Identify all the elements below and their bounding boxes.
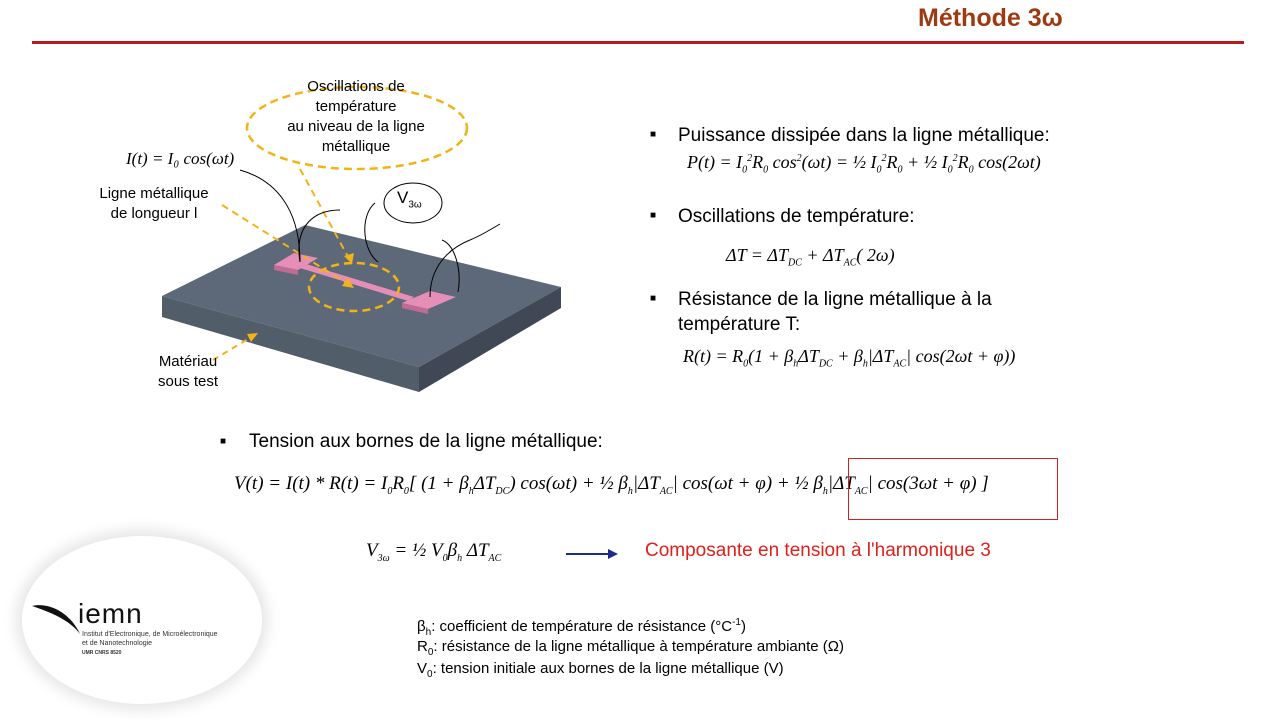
note-v0-text: : tension initiale aux bornes de la ligne métallique (V) <box>432 660 784 677</box>
substrate-top <box>162 225 561 367</box>
bullet-marker-resistance: ■ <box>650 293 657 304</box>
bullet-tension: Tension aux bornes de la ligne métallique: <box>249 431 603 452</box>
note-beta-sub: h <box>425 627 432 638</box>
note-beta-end: ) <box>740 618 746 635</box>
note-r0-text: : résistance de la ligne métallique à température ambiante (Ω) <box>433 638 844 655</box>
material-label-line-2: sous test <box>157 373 219 390</box>
logo-name: iemn <box>78 598 143 629</box>
osc-label-line-3: au niveau de la ligne <box>287 118 425 135</box>
note-beta-text: : coefficient de température de résistance (°C <box>431 618 733 635</box>
bullet-resistance <box>678 287 992 337</box>
v3w-label <box>397 188 422 210</box>
osc-label-line-2: température <box>315 98 397 115</box>
bullet-marker-tension: ■ <box>220 436 227 447</box>
bullet-marker-power: ■ <box>650 129 657 140</box>
material-label <box>142 352 234 392</box>
note-v0-sub: 0 <box>427 669 433 680</box>
arrow-right-icon <box>566 546 618 562</box>
bullet-power: Puissance dissipée dans la ligne métallique: <box>678 125 1050 146</box>
osc-label-line-4: métallique <box>321 138 391 155</box>
current-formula: I(t) = I₀ cos(ωt) <box>126 149 235 168</box>
note-r0-symbol: R <box>417 638 428 655</box>
logo-subtitle-3: UMR CNRS 8520 <box>82 650 122 656</box>
osc-label-line-1: Oscillations de <box>307 78 405 95</box>
note-beta-sup: -1 <box>732 617 741 628</box>
line-label-line-2: de longueur l <box>110 205 198 222</box>
tension-formula: $V(t) = I(t) * R(t) = I_0R_0$[ $(1 + \beta_h\Delta T_{DC})$ cos(ωt) + ½ $\beta_h|\Delta T_{AC}|$ cos(ωt + φ) + ½ $\beta_h|\Delta T_{AC}|$ cos(3ωt + φ) ] <box>234 473 989 497</box>
harmonic-highlight-box <box>848 458 1058 520</box>
note-v0 <box>417 658 784 686</box>
title-rule <box>32 41 1244 44</box>
line-label-line-1: Ligne métallique <box>99 185 209 202</box>
logo-subtitle-1: Institut d'Electronique, de Microélectronique <box>82 631 218 638</box>
v3w-formula: $V_{3\omega}$ = ½ $V_0\beta_h$ $\Delta T_{AC}$ <box>366 540 502 564</box>
v3w-label-v: V <box>397 188 409 207</box>
note-v0-symbol: V <box>417 660 428 677</box>
line-label <box>80 184 228 224</box>
osc-label <box>270 77 442 157</box>
bullet-resistance-line-1: Résistance de la ligne métallique à la <box>678 289 992 310</box>
bullet-marker-temp: ■ <box>650 210 657 221</box>
harmonic-label: Composante en tension à l'harmonique 3 <box>645 540 991 561</box>
bullet-resistance-line-2: température T: <box>678 314 801 335</box>
note-beta-symbol: β <box>417 618 426 635</box>
slide-title: Méthode 3ω <box>918 4 1063 32</box>
note-r0-sub: 0 <box>427 647 434 658</box>
logo-subtitle-2: et de Nanotechnologie <box>82 640 153 647</box>
bullet-temp-osc: Oscillations de température: <box>678 206 915 227</box>
resistance-formula: $R(t) = R_0(1 + \beta_h\Delta T_{DC} + \beta_h|\Delta T_{AC}|$ cos(2ωt + φ)) <box>683 346 1016 370</box>
v3w-label-sub: 3ω <box>408 199 422 211</box>
temp-formula: $\Delta T = \Delta T_{DC} + \Delta T_{AC}$( 2ω) <box>726 245 895 269</box>
power-formula: $P(t) = I_0^2R_0$ $\cos^2(\omega t)$ = ½ $I_0^2R_0$ + ½ $I_0^2R_0$ cos(2ωt) <box>687 152 1041 176</box>
material-label-line-1: Matériau <box>158 353 218 370</box>
